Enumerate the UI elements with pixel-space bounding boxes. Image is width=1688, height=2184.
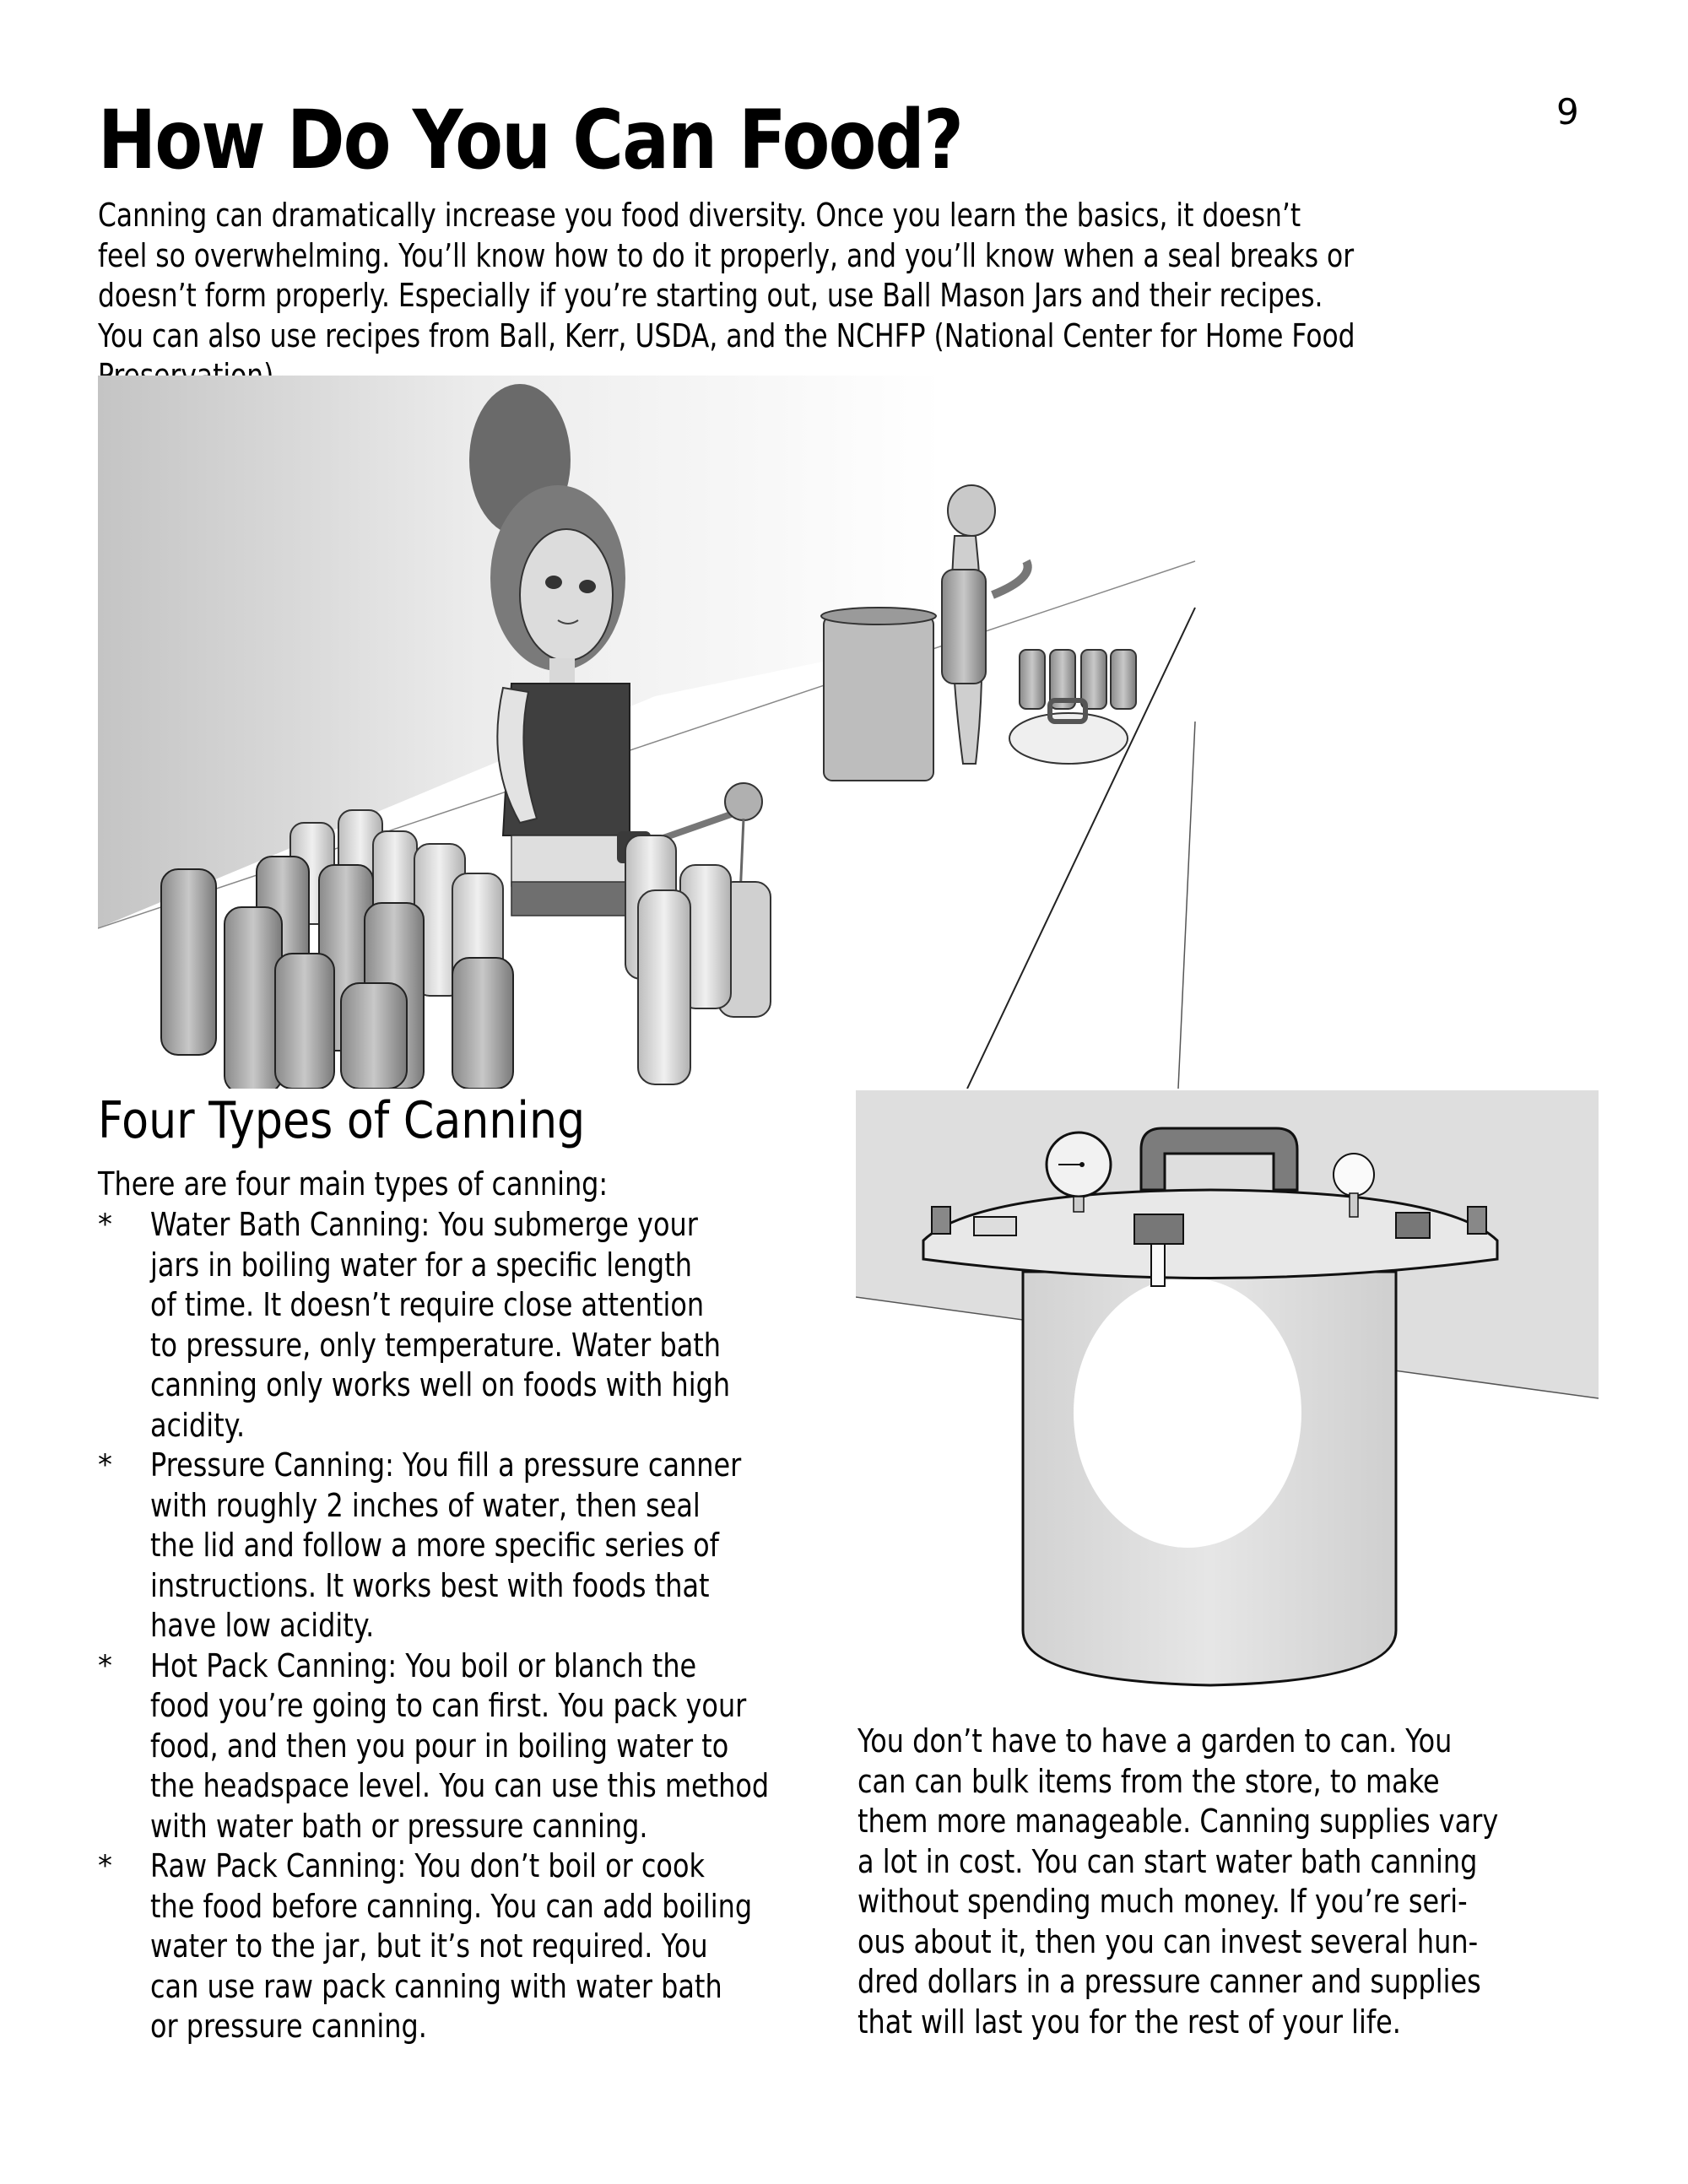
item-line: the food before canning. You can add boiling xyxy=(150,1887,753,1925)
sidebar-line: ous about it, then you can invest several hun- xyxy=(858,1922,1479,1960)
item-line: of time. It doesn’t require close attention xyxy=(150,1286,705,1323)
item-line: canning only works well on foods with high xyxy=(150,1366,731,1403)
bullet-asterisk: * xyxy=(98,1448,112,1482)
sidebar-line: that will last you for the rest of your life. xyxy=(858,2003,1401,2041)
item-line: have low acidity. xyxy=(150,1607,375,1644)
item-line: to pressure, only temperature. Water bath xyxy=(150,1326,722,1364)
page-title: How Do You Can Food? xyxy=(98,93,963,187)
intro-line: feel so overwhelming. You’ll know how to do it properly, and you’ll know when a seal breaks or xyxy=(98,236,1355,274)
canning-scene-svg xyxy=(98,376,1609,1089)
intro-paragraph xyxy=(98,196,1491,397)
intro-line: doesn’t form properly. Especially if you’re starting out, use Ball Mason Jars and their recipes. xyxy=(98,277,1323,314)
item-line: water to the jar, but it’s not required. You xyxy=(150,1927,708,1965)
sidebar-line: without spending much money. If you’re seri- xyxy=(858,1883,1468,1920)
bullet-asterisk: * xyxy=(98,1849,112,1883)
item-line: Pressure Canning: You fill a pressure canner xyxy=(150,1446,742,1484)
intro-line: You can also use recipes from Ball, Kerr, USDA, and the NCHFP (National Center for Home Food xyxy=(98,316,1355,354)
page-number: 9 xyxy=(1556,91,1579,132)
item-line: food you’re going to can first. You pack your xyxy=(150,1687,747,1724)
item-line: or pressure canning. xyxy=(150,2008,427,2045)
item-line: the lid and follow a more specific series of xyxy=(150,1527,719,1564)
bullet-asterisk: * xyxy=(98,1648,112,1683)
item-line: Water Bath Canning: You submerge your xyxy=(150,1206,698,1243)
pressure-canner-illustration xyxy=(856,1090,1599,1702)
bullet-asterisk: * xyxy=(98,1208,112,1241)
sidebar-paragraph xyxy=(858,1722,1498,2042)
canning-types-list xyxy=(98,1205,887,2047)
counter-corner-line xyxy=(1178,722,1195,1089)
pressure-canner-svg xyxy=(856,1090,1599,1702)
list-item-water-bath xyxy=(98,1205,887,1446)
weight-regulator xyxy=(1334,1154,1374,1196)
item-line: food, and then you pour in boiling water to xyxy=(150,1727,729,1765)
section-heading: Four Types of Canning xyxy=(98,1091,586,1150)
item-line: acidity. xyxy=(150,1406,246,1444)
intro-line: Canning can dramatically increase you food diversity. Once you learn the basics, it doesn’t xyxy=(98,197,1301,234)
item-line: can use raw pack canning with water bath xyxy=(150,1967,722,2005)
item-line: Raw Pack Canning: You don’t boil or cook xyxy=(150,1847,705,1884)
blank-label-area xyxy=(1074,1278,1301,1548)
list-item-raw-pack xyxy=(98,1846,887,2047)
sidebar-line: can can bulk items from the store, to make xyxy=(858,1762,1440,1800)
item-line: with water bath or pressure canning. xyxy=(150,1807,648,1845)
section-lead: There are four main types of canning: xyxy=(98,1165,609,1203)
list-item-hot-pack xyxy=(98,1646,887,1847)
item-line: jars in boiling water for a specific length xyxy=(150,1246,692,1284)
list-item-pressure xyxy=(98,1446,887,1646)
sidebar-line: dred dollars in a pressure canner and supplies xyxy=(858,1963,1481,2000)
item-line: the headspace level. You can use this method xyxy=(150,1767,770,1804)
item-line: with roughly 2 inches of water, then seal xyxy=(150,1486,701,1524)
sidebar-line: You don’t have to have a garden to can. You xyxy=(858,1722,1453,1760)
sidebar-line: them more manageable. Canning supplies vary xyxy=(858,1803,1499,1840)
canning-scene-illustration xyxy=(98,376,1609,1089)
pressure-canner xyxy=(923,1128,1497,1685)
item-line: instructions. It works best with foods that xyxy=(150,1566,710,1604)
sidebar-line: a lot in cost. You can start water bath canning xyxy=(858,1842,1478,1880)
item-line: Hot Pack Canning: You boil or blanch the xyxy=(150,1646,697,1684)
